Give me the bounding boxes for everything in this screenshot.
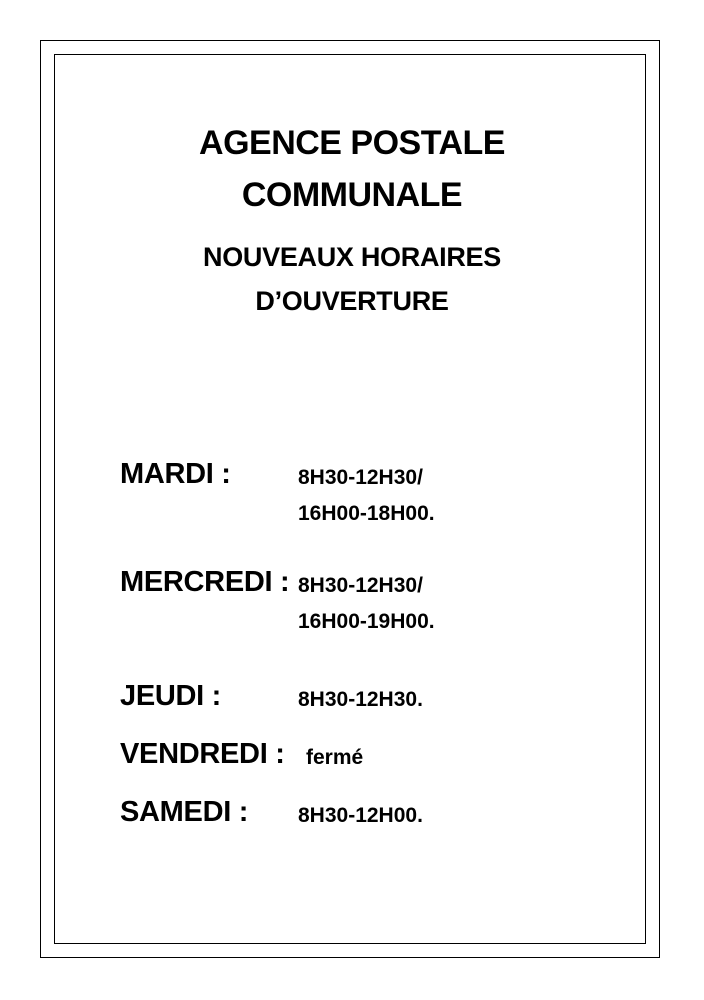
subtitle-line-1: NOUVEAUX HORAIRES — [203, 242, 501, 272]
hours-block — [298, 682, 423, 718]
hours-line: 16H00-18H00. — [298, 502, 435, 525]
hours-line: 8H30-12H00. — [298, 804, 423, 827]
day-label: MARDI : — [120, 458, 231, 490]
hours-block — [298, 568, 435, 640]
hours-line: 8H30-12H30/ — [298, 466, 423, 489]
title-line-1: AGENCE POSTALE — [199, 124, 505, 162]
day-label: MERCREDI : — [120, 566, 290, 598]
hours-line: 8H30-12H30. — [298, 688, 423, 711]
hours-block — [306, 740, 363, 776]
title-line-2: COMMUNALE — [241, 176, 463, 214]
hours-line: 16H00-19H00. — [298, 610, 435, 633]
day-label: SAMEDI : — [120, 796, 249, 828]
day-label: VENDREDI : — [120, 738, 285, 770]
hours-line: fermé — [306, 746, 364, 769]
hours-block — [298, 460, 435, 532]
hours-block — [298, 798, 423, 834]
day-label: JEUDI : — [120, 680, 222, 712]
hours-line: 8H30-12H30/ — [298, 574, 423, 597]
subtitle-line-2: D’OUVERTURE — [255, 286, 449, 316]
